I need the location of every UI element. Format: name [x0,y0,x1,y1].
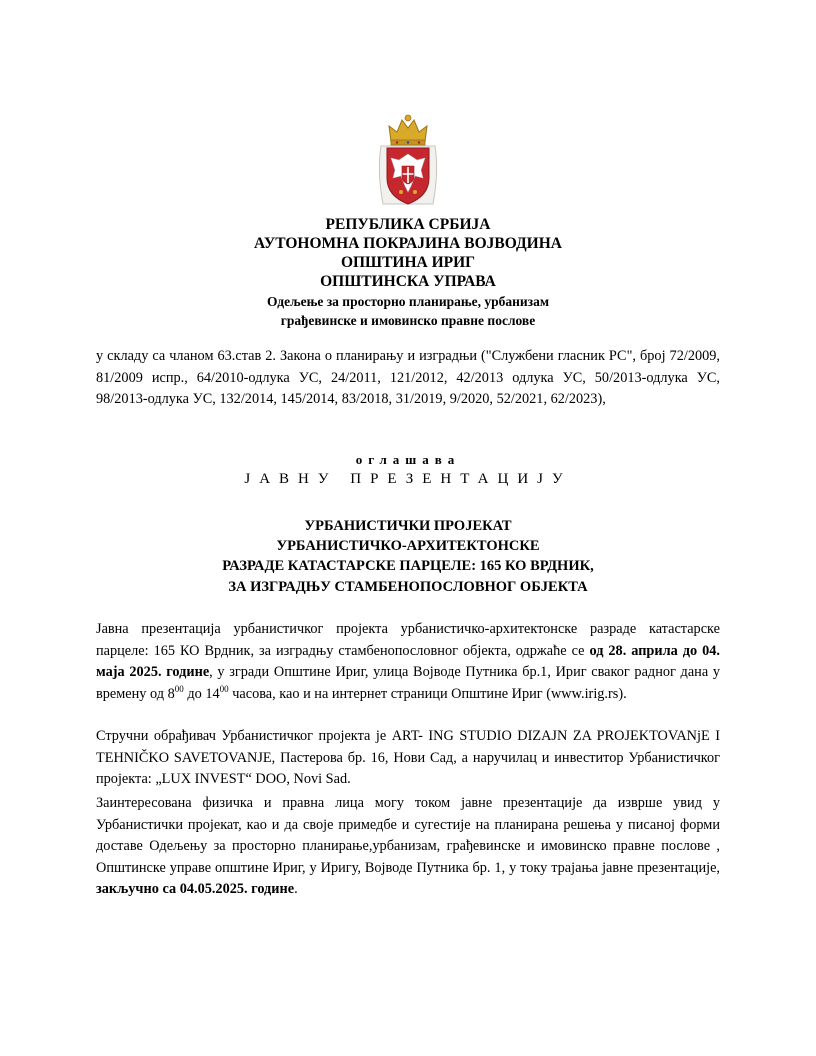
announce-object: ЈАВНУ ПРЕЗЕНТАЦИЈУ [244,471,572,487]
presentation-date-range: од 28. априла до 04. маја 2025. године [96,642,720,680]
end-time-minutes: 00 [219,683,229,694]
project-title-line1: УРБАНИСТИЧКИ ПРОЈЕКАТ [304,518,512,534]
legal-basis-paragraph: у складу са чланом 63.став 2. Закона о планирању и изградњи ("Службени гласник РС", број 72/2009, 81/2009 испр., 64/2010-одлука УС, 24/2011, 121/2012, 42/2013 одлука УС, 50/2013-одлука УС, 98/2013-одлука УС, 132/2014, 145/2014, 83/2018, 31/2019, 9/2020, 52/2021, 62/2023), [96,348,720,407]
p1-text-part1: Јавна презентација урбанистичког пројекта урбанистичко-архитектонске разраде катастарске парцеле: 165 КО Врдник, за изградњу стамбенопословног објекта, одржаће се [96,621,720,659]
objections-deadline: закључно са 04.05.2025. године [96,881,295,897]
start-time-minutes: 00 [174,683,184,694]
header-municipality: ОПШТИНА ИРИГ [340,254,476,271]
p3-text-part2: . [294,881,298,897]
project-title-line2: УРБАНИСТИЧКО-АРХИТЕКТОНСКЕ [276,538,540,554]
header-administration: ОПШТИНСКА УПРАВА [320,273,496,290]
project-title-line3: РАЗРАДЕ КАТАСТАРСКЕ ПАРЦЕЛЕ: 165 КО ВРДНИК, [222,558,594,574]
p1-text-part2: , у згради Општине Ириг, улица Војводе Путника бр.1, Ириг сваког радног дана у времену од 8 [96,664,720,702]
announce-verb: оглашава [355,452,461,467]
p1-text-part3: до 14 [183,685,220,702]
serbian-coat-of-arms-icon [375,112,441,212]
header-department-line2: грађевинске и имовинско правне послове [280,313,536,328]
project-title-line4: ЗА ИЗГРАДЊУ СТАМБЕНОПОСЛОВНОГ ОБЈЕКТА [228,579,588,595]
p3-text-part1: Заинтересована физичка и правна лица могу током јавне презентације да изврше увид у Урбанистички пројекат, као и да своје примедбе и сугестије на планирана решења у писаној форми доставе Одељењу за просторно планирање,урбанизам, грађевинске и имовинско правне послове , Општинске управе општине Ириг, у Иригу, Војводе Путника бр. 1, у току трајања јавне презентације, [96,795,720,876]
author-investor-paragraph: Стручни обрађивач Урбанистичког пројекта је ART- ING STUDIO DIZAJN ZA PROJEKTOVANjE I TEHNIČKO SAVETOVANJE, Пастерова бр. 16, Нови Сад, а наручилац и инвеститор Урбанистичког пројекта: „LUX INVEST“ DOO, Novi Sad. [96,728,720,787]
header-province: АУТОНОМНА ПОКРАЈИНА ВОЈВОДИНА [254,235,562,252]
objections-paragraph [96,793,720,901]
p1-text-part4: часова, као и на интернет страници Општине Ириг (www.irig.rs). [228,685,627,702]
header-republic: РЕПУБЛИКА СРБИЈА [325,216,491,233]
presentation-details-paragraph [96,619,720,705]
header-department-line1: Одељење за просторно планирање, урбанизам [266,294,550,309]
